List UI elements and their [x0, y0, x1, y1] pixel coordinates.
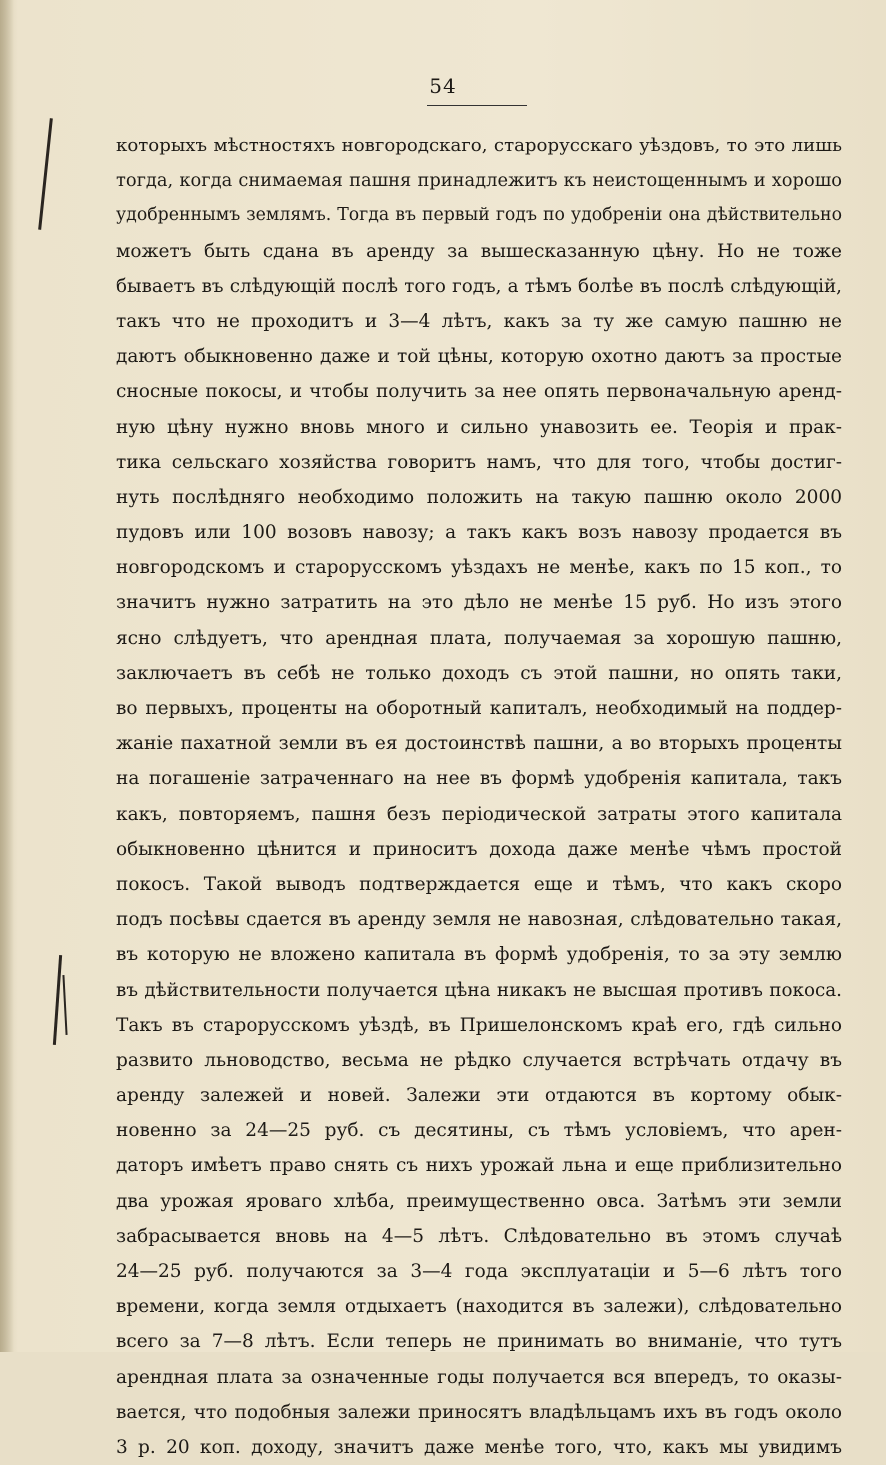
text-line: развито льноводство, весьма не рѣдко случается встрѣчать отдачу въ — [116, 1049, 842, 1071]
body-text — [116, 128, 842, 1465]
margin-pencil-mark — [38, 118, 53, 230]
text-line: какъ, повторяемъ, пашня безъ періодической затраты этого капитала — [116, 803, 842, 825]
page-number: 54 — [429, 74, 457, 98]
header-rule — [427, 105, 527, 106]
text-line: значитъ нужно затратить на это дѣло не менѣе 15 руб. Но изъ этого — [116, 592, 842, 614]
text-line: забрасывается вновь на 4—5 лѣтъ. Слѣдовательно въ этомъ случаѣ — [116, 1225, 842, 1247]
text-line: даютъ обыкновенно даже и той цѣны, которую охотно даютъ за простые — [116, 346, 842, 368]
text-line: въ которую не вложено капитала въ формѣ удобренія, то за эту землю — [116, 944, 842, 966]
text-line: жаніе пахатной земли въ ея достоинствѣ пашни, а во вторыхъ проценты — [116, 733, 842, 755]
text-line: времени, когда земля отдыхаетъ (находится въ залежи), слѣдовательно — [116, 1296, 842, 1318]
text-line: нуть послѣдняго необходимо положить на такую пашню около 2000 — [116, 486, 842, 508]
text-line: Такъ въ старорусскомъ уѣздѣ, въ Пришелонскомъ краѣ его, гдѣ сильно — [116, 1014, 842, 1036]
text-line: во первыхъ, проценты на оборотный капиталъ, необходимый на поддер- — [116, 698, 842, 719]
text-line: можетъ быть сдана въ аренду за вышесказанную цѣну. Но не тоже — [116, 240, 842, 262]
page-edge-shadow — [0, 0, 14, 1352]
text-line: 24—25 руб. получаются за 3—4 года эксплуатаціи и 5—6 лѣтъ того — [116, 1261, 842, 1282]
text-line: 3 р. 20 коп. доходу, значитъ даже менѣе того, что, какъ мы увидимъ — [116, 1436, 842, 1458]
text-line: два урожая яроваго хлѣба, преимущественно овса. Затѣмъ эти земли — [116, 1190, 842, 1212]
text-line: покосъ. Такой выводъ подтверждается еще и тѣмъ, что какъ скоро — [116, 873, 842, 895]
text-line: обыкновенно цѣнится и приноситъ дохода даже менѣе чѣмъ простой — [116, 838, 842, 860]
text-line: удобреннымъ землямъ. Тогда въ первый годъ по удобреніи она дѣйствительно — [116, 205, 842, 226]
text-line: тогда, когда снимаемая пашня принадлежитъ къ неистощеннымъ и хорошо — [116, 170, 842, 192]
text-line: пудовъ или 100 возовъ навозу; а такъ какъ возъ навозу продается въ — [116, 522, 842, 544]
text-line: даторъ имѣетъ право снять съ нихъ урожай льна и еще приблизительно — [116, 1155, 842, 1177]
text-line: тика сельскаго хозяйства говоритъ намъ, что для того, чтобы достиг- — [116, 451, 842, 473]
text-line: вается, что подобныя залежи приносятъ владѣльцамъ ихъ въ годъ около — [116, 1401, 842, 1423]
text-line: аренду залежей и новей. Залежи эти отдаются въ кортому обык- — [116, 1085, 842, 1107]
text-line: всего за 7—8 лѣтъ. Если теперь не принимать во вниманіе, что тутъ — [116, 1331, 842, 1353]
text-line: заключаетъ въ себѣ не только доходъ съ этой пашни, но опять таки, — [116, 662, 842, 684]
text-line: на погашеніе затраченнаго на нее въ формѣ удобренія капитала, такъ — [116, 768, 842, 790]
text-line: новенно за 24—25 руб. съ десятины, съ тѣмъ условіемъ, что арен- — [116, 1120, 842, 1142]
text-line: которыхъ мѣстностяхъ новгородскаго, старорусскаго уѣздовъ, то это лишь — [116, 135, 842, 156]
margin-pencil-mark — [53, 955, 62, 1045]
text-line: бываетъ въ слѣдующій послѣ того годъ, а тѣмъ болѣе въ послѣ слѣдующій, — [116, 275, 842, 297]
text-line: новгородскомъ и старорусскомъ уѣздахъ не менѣе, какъ по 15 коп., то — [116, 557, 842, 579]
text-line: ясно слѣдуетъ, что арендная плата, получаемая за хорошую пашню, — [116, 627, 842, 649]
text-line: арендная плата за означенные годы получается вся впередъ, то оказы- — [116, 1366, 842, 1388]
text-line: въ дѣйствительности получается цѣна никакъ не высшая противъ покоса. — [116, 979, 842, 1001]
text-line: такъ что не проходитъ и 3—4 лѣтъ, какъ за ту же самую пашню не — [116, 310, 842, 332]
text-line: ную цѣну нужно вновь много и сильно унавозить ее. Теорія и прак- — [116, 416, 842, 438]
text-line: сносные покосы, и чтобы получить за нее опять первоначальную аренд- — [116, 381, 842, 403]
text-line: подъ посѣвы сдается въ аренду земля не навозная, слѣдовательно такая, — [116, 909, 842, 931]
margin-pencil-mark — [62, 975, 67, 1035]
